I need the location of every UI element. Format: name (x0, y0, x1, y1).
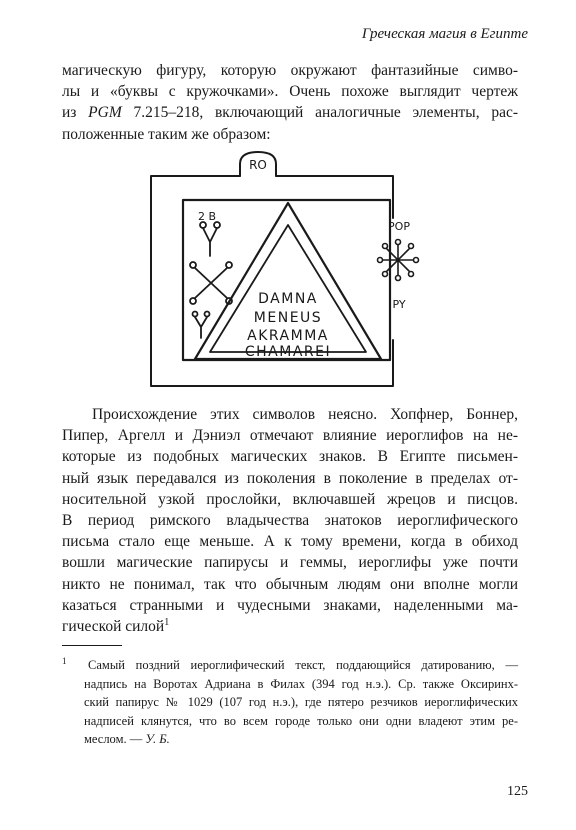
footnote-line (62, 730, 518, 749)
left-symbols (190, 222, 232, 338)
text-line: вошли магические папирусы и геммы, иероглифы уже почти (62, 554, 518, 572)
pgm-reference: PGM (88, 104, 122, 122)
footnote-line: надпись на Воротах Адриана в Филах (394 год н.э.). Ср. также Оксиринх- (84, 676, 518, 691)
text-line (62, 616, 518, 637)
text-line: которые из подобных магических знаков. В Египте письмен- (62, 448, 518, 466)
text-fragment: из (62, 104, 89, 122)
footnote-divider (62, 645, 122, 646)
left-label: 2 B (197, 210, 217, 223)
text-line: лы и «буквы с кружочками». Очень похоже выглядит чертеж (62, 83, 518, 101)
text-line: никто не понимал, так что обычным людям они вполне могли (62, 575, 518, 593)
right-label-top: POP (388, 220, 410, 233)
text-line: Происхождение этих символов неясно. Хопфнер, Боннер, (92, 406, 518, 423)
footnote-number: 1 (62, 656, 67, 666)
text-fragment: 7.215–218, включающий аналогичные элементы, рас- (121, 104, 518, 122)
running-header: Греческая магия в Египте (361, 26, 528, 42)
text-line: казаться странными и чудесными знаками, наделенными ма- (62, 596, 518, 614)
text-line (62, 102, 518, 123)
text-line: Пипер, Аргелл и Дэниэл отмечают влияние иероглифов на не- (62, 427, 518, 445)
text-fragment: гической силой (62, 618, 165, 636)
paragraph-origins (62, 404, 518, 637)
text-line: носительной узкой прослойки, включавшей жрецов и писцов. (62, 490, 518, 508)
text-line: письма стало еще меньше. А к тому времени, когда в обиход (62, 533, 518, 551)
magic-diagram (143, 150, 433, 390)
text-fragment: Самый поздний иероглифический текст, поддающийся датированию, — (88, 658, 518, 673)
footnote-line: надписей клянутся, что во всем городе только они одни владеют этим ре- (84, 713, 518, 728)
footnote-marker[interactable]: 1 (164, 616, 170, 628)
top-label: RO (249, 158, 267, 172)
text-line: В период римского владычества знатоков иероглифического (62, 512, 518, 530)
triangle-word: DAMNA (258, 291, 318, 307)
footnote-author: У. Б. (145, 732, 170, 747)
page-number: 125 (507, 784, 528, 799)
triangle-word: MENEUS (253, 310, 323, 326)
text-line: положенные таким же образом: (62, 125, 271, 143)
text-fragment: меслом. — (84, 732, 146, 747)
star-symbol (378, 240, 419, 281)
footnote-line: ский папирус № 1029 (107 год н.э.), где пятеро резчиков иероглифических (84, 695, 518, 710)
footnote (62, 652, 518, 749)
text-line: ный язык передавался из поколения в поколение в пределах от- (62, 469, 518, 487)
footnote-line (62, 652, 518, 675)
paragraph-intro (62, 60, 518, 145)
right-label-bottom: PY (392, 298, 406, 311)
triangle-word: AKRAMMA (247, 328, 329, 344)
text-line: магическую фигуру, которую окружают фантазийные симво- (62, 62, 518, 79)
triangle-word: CHAMAREI (244, 344, 332, 360)
